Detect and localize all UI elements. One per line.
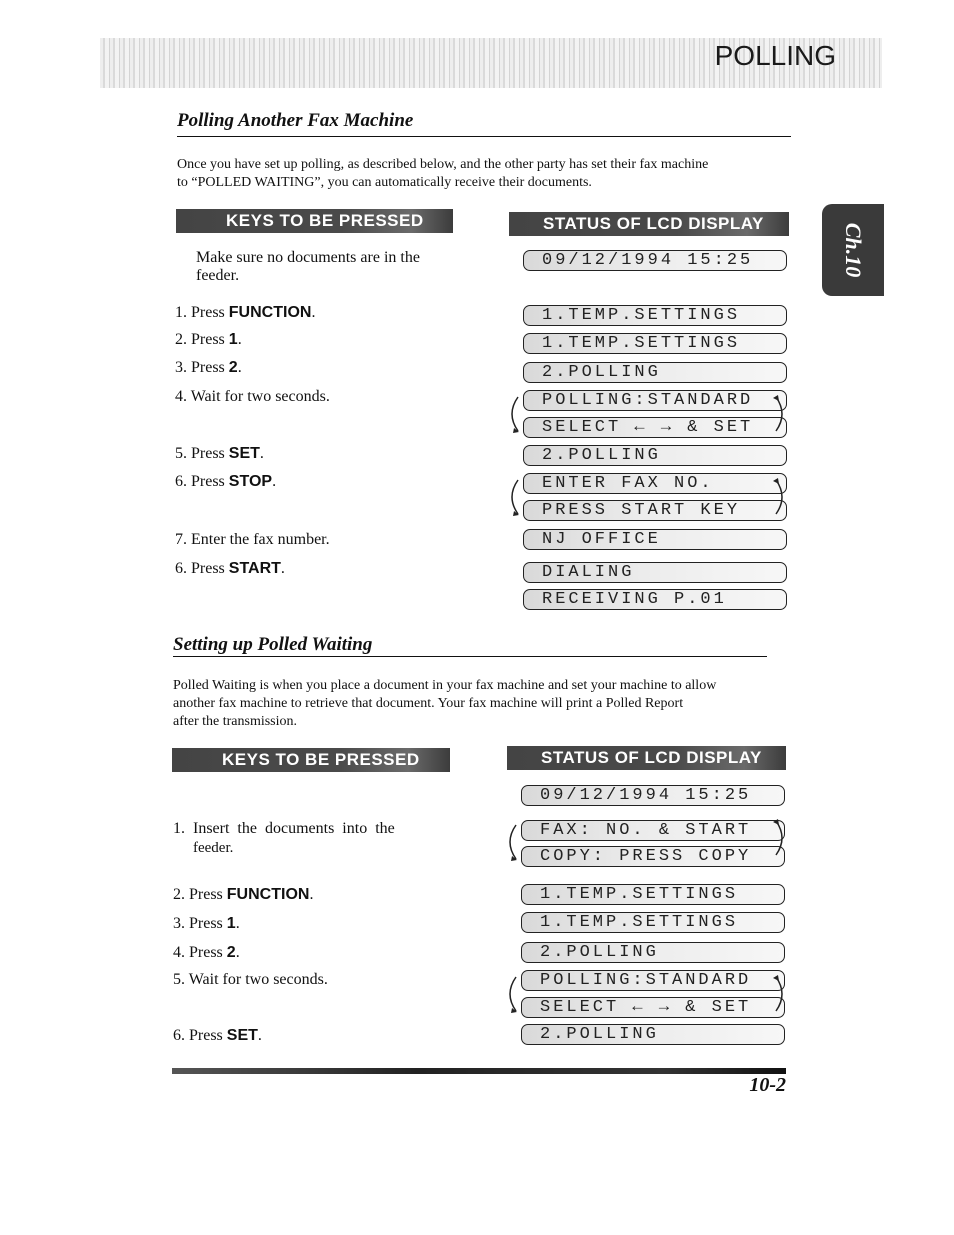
section2-step: 5. Wait for two seconds. <box>173 971 328 988</box>
section1-intro-line1: Once you have set up polling, as described below, and the other party has set their fax machine <box>177 157 709 172</box>
section1-step: 1. Press FUNCTION. <box>175 304 316 321</box>
section1-step: 2. Press 1. <box>175 331 242 348</box>
section1-keys-header <box>176 209 453 233</box>
lcd-display: POLLING:STANDARD <box>523 390 787 411</box>
section2-status-header-label: STATUS OF LCD DISPLAY <box>541 748 762 767</box>
section1-note-line1: Make sure no documents are in the <box>196 249 420 266</box>
chapter-tab <box>822 204 884 296</box>
section2-step: 3. Press 1. <box>173 915 240 932</box>
cycle-arrow-left-icon <box>504 477 524 522</box>
section1-keys-header-label: KEYS TO BE PRESSED <box>226 211 424 230</box>
section2-heading: Setting up Polled Waiting <box>173 634 373 655</box>
cycle-arrow-left-icon <box>504 394 524 439</box>
lcd-display: FAX: NO. & START <box>521 820 785 841</box>
section2-intro-line2: another fax machine to retrieve that document. Your fax machine will print a Polled Report <box>173 696 684 711</box>
section2-keys-header <box>172 748 450 772</box>
lcd-display: ENTER FAX NO. <box>523 473 787 494</box>
section2-step: 2. Press FUNCTION. <box>173 886 314 903</box>
section1-step: 6. Press START. <box>175 560 285 577</box>
page-number: 10-2 <box>749 1074 786 1096</box>
cycle-arrow-right-icon <box>770 394 790 439</box>
section1-status-header-label: STATUS OF LCD DISPLAY <box>543 214 764 233</box>
lcd-display: POLLING:STANDARD <box>521 970 785 991</box>
section1-note-line2: feeder. <box>196 267 240 284</box>
lcd-display: SELECT ← → & SET <box>521 997 785 1018</box>
section1-step: 3. Press 2. <box>175 359 242 376</box>
lcd-display: 09/12/1994 15:25 <box>523 250 787 271</box>
footer-rule <box>172 1068 786 1074</box>
lcd-display: 1.TEMP.SETTINGS <box>521 884 785 905</box>
section2-keys-header-label: KEYS TO BE PRESSED <box>222 750 420 769</box>
chapter-tab-label: Ch.10 <box>840 222 866 278</box>
lcd-display: 09/12/1994 15:25 <box>521 785 785 806</box>
section2-intro-line3: after the transmission. <box>173 714 298 729</box>
lcd-display: 2.POLLING <box>521 1024 785 1045</box>
section2-intro-line1: Polled Waiting is when you place a document in your fax machine and set your machine to allow <box>173 678 717 693</box>
cycle-arrow-right-icon <box>770 974 790 1019</box>
section2-step: 1. Insert the documents into the <box>173 820 395 837</box>
section1-intro-line2: to “POLLED WAITING”, you can automatically receive their documents. <box>177 175 592 190</box>
section1-step: 7. Enter the fax number. <box>175 531 330 548</box>
page-title: POLLING <box>714 40 836 71</box>
lcd-display: 2.POLLING <box>523 362 787 383</box>
cycle-arrow-right-icon <box>770 477 790 522</box>
cycle-arrow-right-icon <box>770 818 790 863</box>
section1-step: 4. Wait for two seconds. <box>175 388 330 405</box>
lcd-display: 2.POLLING <box>523 445 787 466</box>
lcd-display: 2.POLLING <box>521 942 785 963</box>
section1-step: 5. Press SET. <box>175 445 264 462</box>
section2-step: 4. Press 2. <box>173 944 240 961</box>
lcd-display: PRESS START KEY <box>523 500 787 521</box>
lcd-display: NJ OFFICE <box>523 529 787 550</box>
section2-status-header <box>507 746 786 770</box>
lcd-display: 1.TEMP.SETTINGS <box>521 912 785 933</box>
lcd-display: RECEIVING P.01 <box>523 589 787 610</box>
section1-step: 6. Press STOP. <box>175 473 277 490</box>
section1-status-header <box>509 212 789 236</box>
lcd-display: SELECT ← → & SET <box>523 417 787 438</box>
section1-heading: Polling Another Fax Machine <box>177 110 414 131</box>
lcd-display: 1.TEMP.SETTINGS <box>523 305 787 326</box>
lcd-display: DIALING <box>523 562 787 583</box>
cycle-arrow-left-icon <box>502 822 522 867</box>
lcd-display: COPY: PRESS COPY <box>521 846 785 867</box>
cycle-arrow-left-icon <box>502 974 522 1019</box>
section2-rule <box>173 656 767 657</box>
lcd-display: 1.TEMP.SETTINGS <box>523 333 787 354</box>
section1-rule <box>177 136 791 137</box>
section2-step: feeder. <box>193 840 234 856</box>
section2-step: 6. Press SET. <box>173 1027 262 1044</box>
